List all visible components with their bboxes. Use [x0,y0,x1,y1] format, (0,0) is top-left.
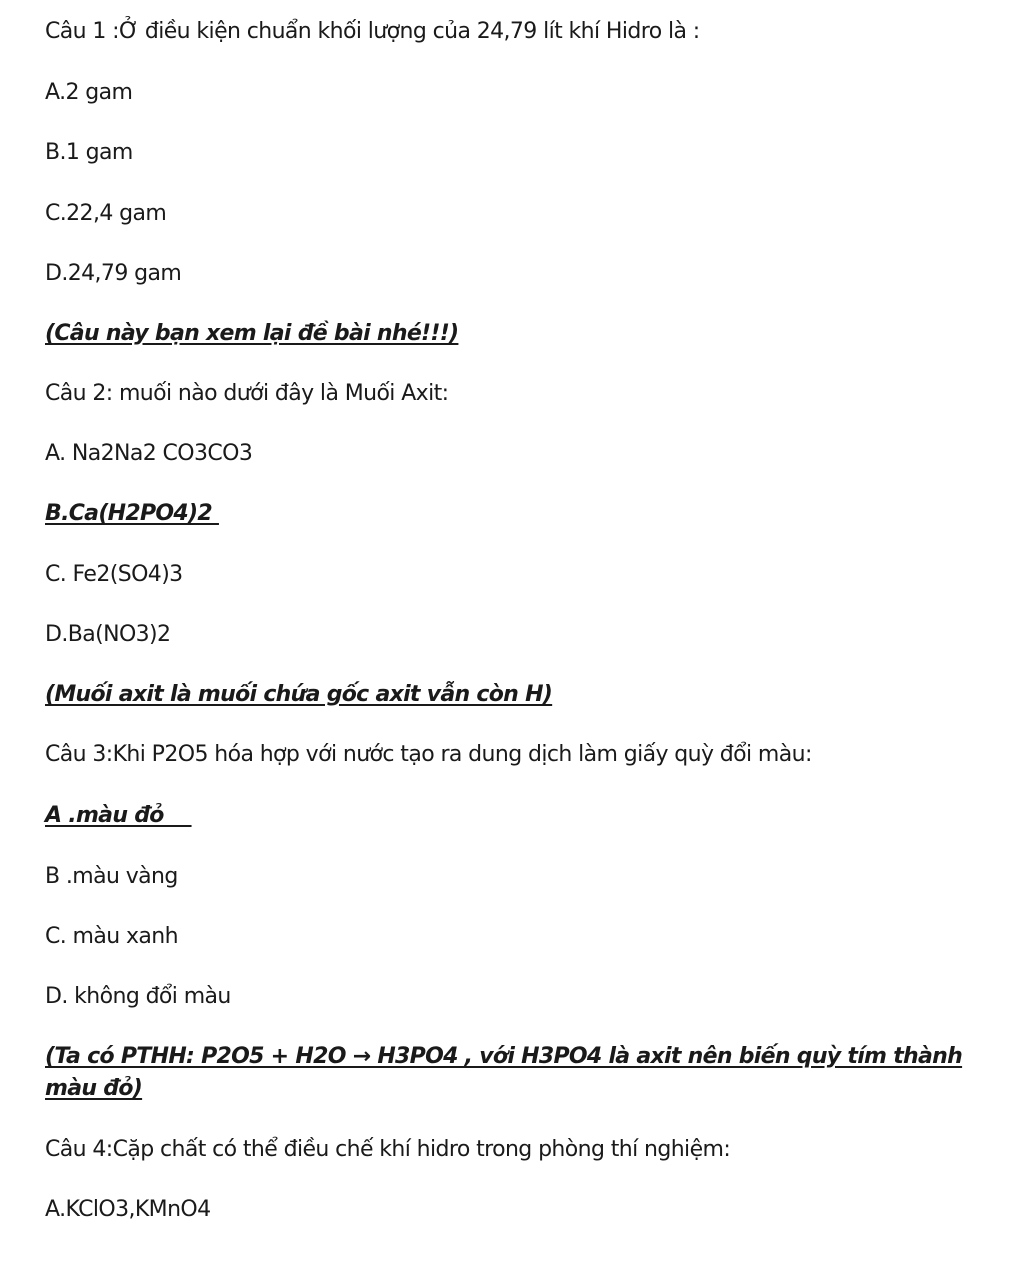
question-1-option-b: B.1 gam [45,140,133,165]
question-4: Câu 4:Cặp chất có thể điều chế khí hidro trong phòng thí nghiệm: [45,1137,731,1162]
question-4-option-a: A.KClO3,KMnO4 [45,1197,211,1222]
question-3-note: (Ta có PTHH: P2O5 + H2O → H3PO4 , với H3PO4 là axit nên biến quỳ tím thành màu đỏ) [45,1044,963,1101]
question-1-option-a: A.2 gam [45,80,133,105]
question-2-option-a: A. Na2Na2 CO3CO3 [45,441,253,466]
question-3-option-a-answer: A .màu đỏ [45,803,192,828]
question-2-option-d: D.Ba(NO3)2 [45,622,171,647]
question-1-option-c: C.22,4 gam [45,201,167,226]
question-1-note: (Câu này bạn xem lại đề bài nhé!!!) [45,321,459,346]
question-3-option-c: C. màu xanh [45,924,178,949]
question-2-option-b-answer: B.Ca(H2PO4)2 [45,501,219,526]
question-3-option-d: D. không đổi màu [45,984,231,1009]
question-2: Câu 2: muối nào dưới đây là Muối Axit: [45,381,449,406]
question-2-option-c: C. Fe2(SO4)3 [45,562,183,587]
question-3-option-b: B .màu vàng [45,864,178,889]
question-1-option-d: D.24,79 gam [45,261,182,286]
question-1: Câu 1 :Ở điều kiện chuẩn khối lượng của 24,79 lít khí Hidro là : [45,19,700,44]
question-2-note: (Muối axit là muối chứa gốc axit vẫn còn H) [45,682,553,707]
question-3: Câu 3:Khi P2O5 hóa hợp với nước tạo ra dung dịch làm giấy quỳ đổi màu: [45,742,812,767]
